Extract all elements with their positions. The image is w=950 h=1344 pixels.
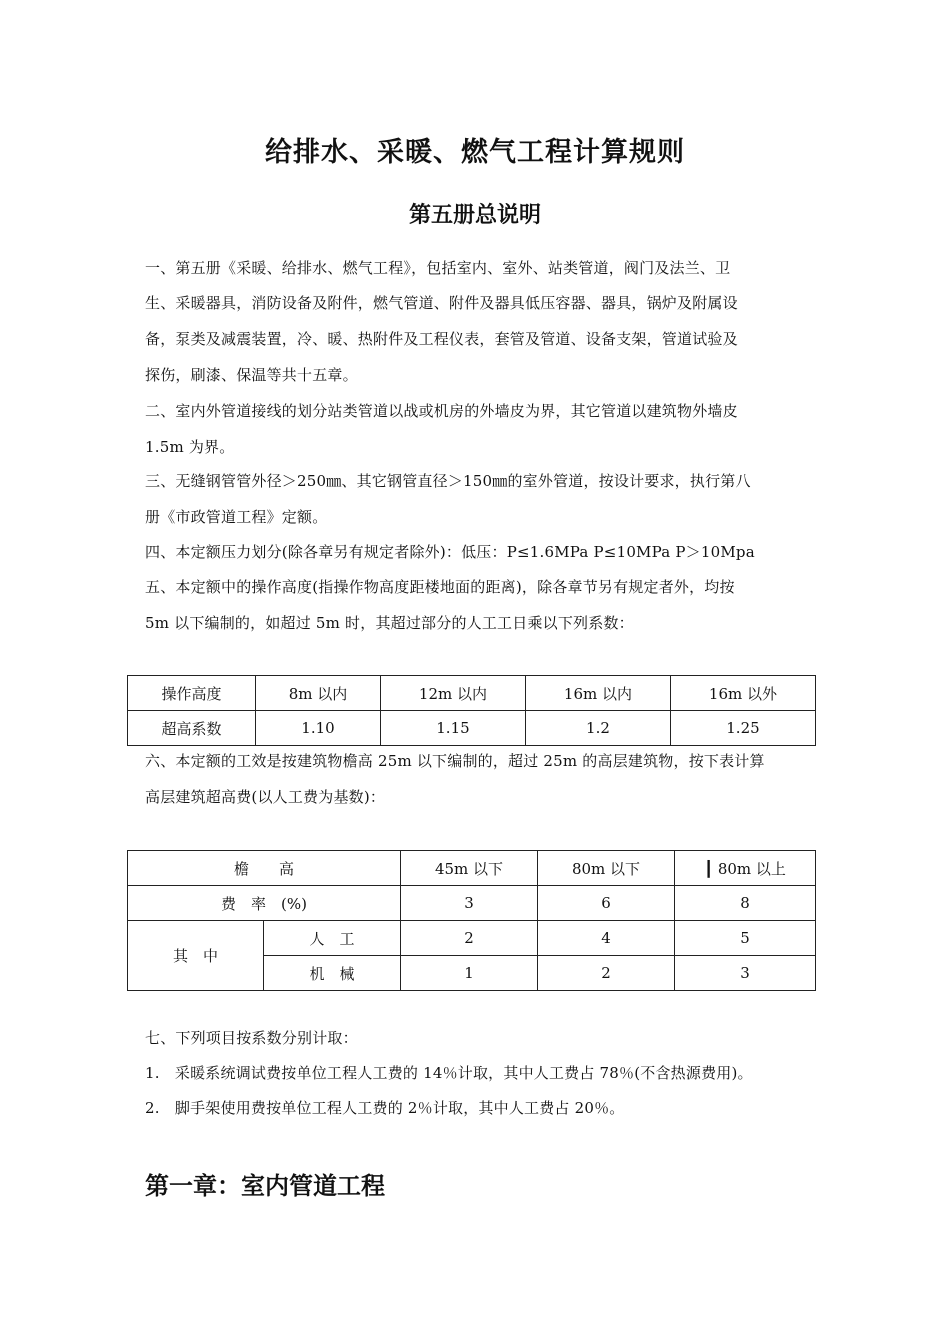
table-cell: 檐 高 xyxy=(128,851,401,886)
paragraph-3-line-1: 三、无缝钢管管外径＞250㎜、其它钢管直径＞150㎜的室外管道，按设计要求，执行第八 xyxy=(145,472,751,490)
table-cell: 1.15 xyxy=(380,711,525,746)
table-row xyxy=(128,921,816,956)
table-cell: 1.2 xyxy=(525,711,670,746)
paragraph-7-line-1: 七、下列项目按系数分别计取： xyxy=(145,1029,358,1047)
table-row xyxy=(128,676,816,711)
table-cell: 其 中 xyxy=(128,921,264,991)
table-cell: 2 xyxy=(538,956,675,991)
table-cell: 45m 以下 xyxy=(401,851,538,886)
paragraph-5-line-2: 5m 以下编制的，如超过 5m 时，其超过部分的人工工日乘以下列系数： xyxy=(145,614,634,632)
table-cell: 8m 以内 xyxy=(256,676,381,711)
paragraph-7-item-1: 1. 采暖系统调试费按单位工程人工费的 14％计取，其中人工费占 78％(不含热源费用)。 xyxy=(145,1064,753,1082)
table-row xyxy=(128,886,816,921)
table-cell: 4 xyxy=(538,921,675,956)
section-subtitle: 第五册总说明 xyxy=(408,203,541,228)
table-cell: 人 工 xyxy=(264,921,401,956)
table-row xyxy=(128,711,816,746)
table-cell: 2 xyxy=(401,921,538,956)
table-cell: 费 率 (%) xyxy=(128,886,401,921)
paragraph-1-line-1: 一、第五册《采暖、给排水、燃气工程》，包括室内、室外、站类管道，阀门及法兰、卫 xyxy=(145,259,731,277)
chapter-heading: 第一章：室内管道工程 xyxy=(145,1172,385,1200)
table-cell: 3 xyxy=(675,956,816,991)
high-rise-rate-table xyxy=(127,850,816,991)
table-cell: 1.25 xyxy=(670,711,815,746)
paragraph-6-line-2: 高层建筑超高费(以人工费为基数)： xyxy=(145,788,386,806)
table-cell: 1 xyxy=(401,956,538,991)
paragraph-1-line-4: 探伤，刷漆、保温等共十五章。 xyxy=(145,366,358,384)
table-cell: 机 械 xyxy=(264,956,401,991)
table-cell: 16m 以外 xyxy=(670,676,815,711)
height-coefficient-table xyxy=(127,675,816,746)
table-cell: 1.10 xyxy=(256,711,381,746)
paragraph-3-line-2: 册《市政管道工程》定额。 xyxy=(145,508,328,526)
paragraph-2-line-2: 1.5m 为界。 xyxy=(145,438,235,456)
table-row xyxy=(128,851,816,886)
table-cell: 操作高度 xyxy=(128,676,256,711)
document-title: 给排水、采暖、燃气工程计算规则 xyxy=(265,137,685,168)
table-cell: 80m 以下 xyxy=(538,851,675,886)
paragraph-2-line-1: 二、室内外管道接线的划分站类管道以战或机房的外墙皮为界，其它管道以建筑物外墙皮 xyxy=(145,402,738,420)
paragraph-1-line-2: 生、采暖器具，消防设备及附件，燃气管道、附件及器具低压容器、器具，锅炉及附属设 xyxy=(145,294,738,312)
table-cell: ┃ 80m 以上 xyxy=(675,851,816,886)
table-cell: 6 xyxy=(538,886,675,921)
paragraph-6-line-1: 六、本定额的工效是按建筑物檐高 25m 以下编制的，超过 25m 的高层建筑物，按下表计算 xyxy=(145,752,765,770)
paragraph-1-line-3: 备，泵类及减震装置，冷、暖、热附件及工程仪表，套管及管道、设备支架，管道试验及 xyxy=(145,330,738,348)
table-cell: 5 xyxy=(675,921,816,956)
table-cell: 12m 以内 xyxy=(380,676,525,711)
table-cell: 8 xyxy=(675,886,816,921)
table-cell: 16m 以内 xyxy=(525,676,670,711)
paragraph-7-item-2: 2. 脚手架使用费按单位工程人工费的 2％计取，其中人工费占 20％。 xyxy=(145,1099,625,1117)
table-cell: 超高系数 xyxy=(128,711,256,746)
table-cell: 3 xyxy=(401,886,538,921)
paragraph-5-line-1: 五、本定额中的操作高度(指操作物高度距楼地面的距离)，除各章节另有规定者外，均按 xyxy=(145,578,735,596)
paragraph-4-line-1: 四、本定额压力划分(除各章另有规定者除外)：低压：P≤1.6MPa P≤10MPa P＞10Mpa xyxy=(145,543,755,561)
